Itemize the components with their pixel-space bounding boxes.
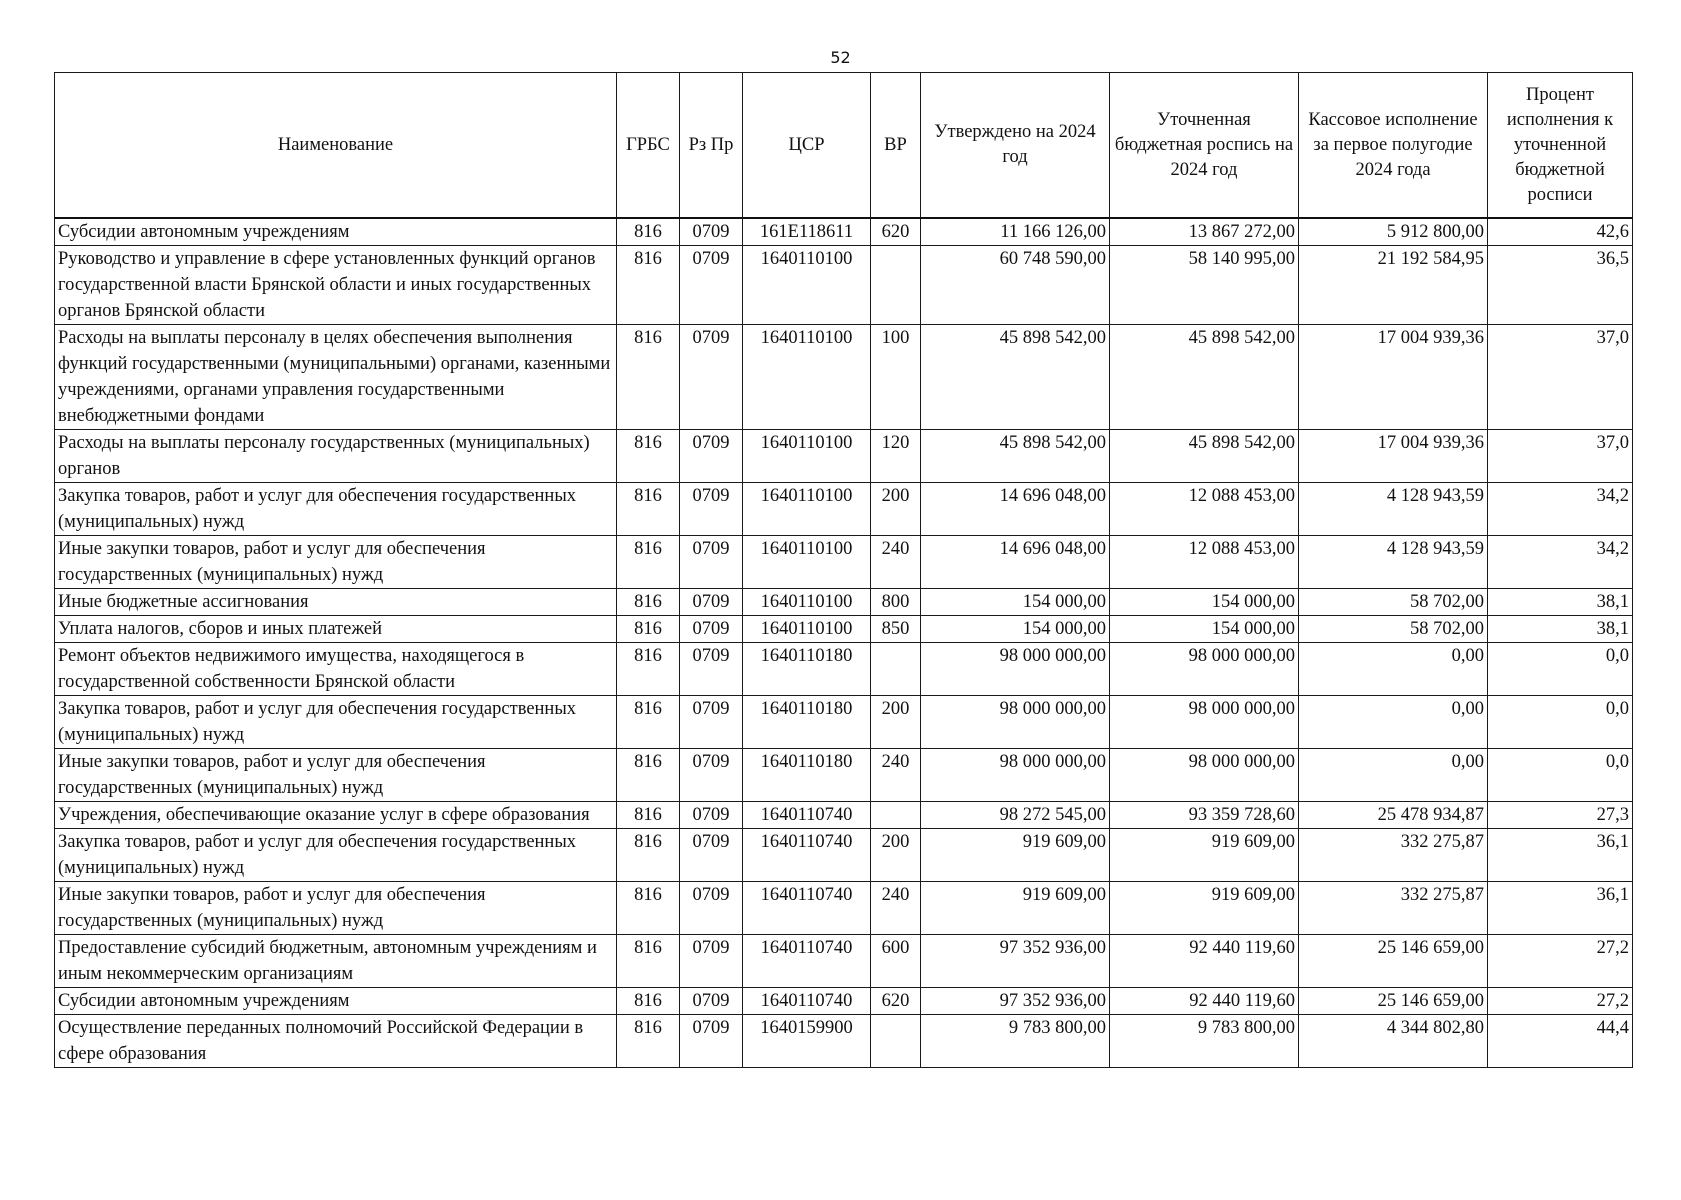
- cell-percent: 27,2: [1488, 935, 1633, 988]
- cell-csr: 1640110100: [743, 246, 871, 325]
- cell-rzpr: 0709: [680, 589, 743, 616]
- cell-csr: 1640110100: [743, 589, 871, 616]
- cell-vr: 200: [871, 483, 921, 536]
- cell-approved: 98 000 000,00: [921, 643, 1110, 696]
- column-header-vr: ВР: [871, 73, 921, 219]
- cell-vr: 240: [871, 882, 921, 935]
- cell-percent: 27,2: [1488, 988, 1633, 1015]
- cell-rzpr: 0709: [680, 483, 743, 536]
- cell-percent: 27,3: [1488, 802, 1633, 829]
- cell-refined: 12 088 453,00: [1110, 536, 1299, 589]
- cell-rzpr: 0709: [680, 749, 743, 802]
- column-header-rzpr: Рз Пр: [680, 73, 743, 219]
- cell-rzpr: 0709: [680, 246, 743, 325]
- cell-rzpr: 0709: [680, 536, 743, 589]
- cell-percent: 37,0: [1488, 325, 1633, 430]
- cell-vr: 850: [871, 616, 921, 643]
- cell-cash: 58 702,00: [1299, 616, 1488, 643]
- table-row: [55, 589, 1633, 616]
- cell-cash: 25 478 934,87: [1299, 802, 1488, 829]
- table-row: [55, 643, 1633, 696]
- cell-vr: 240: [871, 536, 921, 589]
- cell-refined: 13 867 272,00: [1110, 218, 1299, 246]
- cell-grbs: 816: [617, 218, 680, 246]
- cell-rzpr: 0709: [680, 829, 743, 882]
- cell-refined: 919 609,00: [1110, 882, 1299, 935]
- cell-grbs: 816: [617, 749, 680, 802]
- table-row: [55, 616, 1633, 643]
- cell-vr: 120: [871, 430, 921, 483]
- cell-grbs: 816: [617, 325, 680, 430]
- cell-percent: 37,0: [1488, 430, 1633, 483]
- budget-execution-table: [54, 72, 1633, 1068]
- cell-approved: 98 272 545,00: [921, 802, 1110, 829]
- table-row: [55, 430, 1633, 483]
- cell-cash: 332 275,87: [1299, 829, 1488, 882]
- column-header-percent: Процент исполнения к уточненной бюджетной росписи: [1488, 73, 1633, 219]
- cell-percent: 36,1: [1488, 829, 1633, 882]
- cell-vr: [871, 246, 921, 325]
- cell-grbs: 816: [617, 536, 680, 589]
- cell-grbs: 816: [617, 246, 680, 325]
- table-row: [55, 802, 1633, 829]
- cell-percent: 34,2: [1488, 483, 1633, 536]
- cell-name: Руководство и управление в сфере установленных функций органов государственной власти Брянской области и иных государственных органов Брянской области: [55, 246, 617, 325]
- cell-refined: 12 088 453,00: [1110, 483, 1299, 536]
- cell-vr: 200: [871, 829, 921, 882]
- cell-name: Субсидии автономным учреждениям: [55, 988, 617, 1015]
- cell-grbs: 816: [617, 430, 680, 483]
- cell-rzpr: 0709: [680, 882, 743, 935]
- cell-name: Иные закупки товаров, работ и услуг для обеспечения государственных (муниципальных) нужд: [55, 882, 617, 935]
- cell-cash: 17 004 939,36: [1299, 430, 1488, 483]
- cell-approved: 154 000,00: [921, 589, 1110, 616]
- cell-csr: 161E118611: [743, 218, 871, 246]
- cell-cash: 25 146 659,00: [1299, 935, 1488, 988]
- cell-percent: 36,5: [1488, 246, 1633, 325]
- cell-name: Закупка товаров, работ и услуг для обеспечения государственных (муниципальных) нужд: [55, 483, 617, 536]
- cell-refined: 45 898 542,00: [1110, 430, 1299, 483]
- cell-csr: 1640110100: [743, 483, 871, 536]
- cell-cash: 25 146 659,00: [1299, 988, 1488, 1015]
- cell-percent: 44,4: [1488, 1015, 1633, 1068]
- table-row: [55, 1015, 1633, 1068]
- column-header-csr: ЦСР: [743, 73, 871, 219]
- column-header-approved: Утверждено на 2024 год: [921, 73, 1110, 219]
- cell-refined: 98 000 000,00: [1110, 749, 1299, 802]
- cell-refined: 919 609,00: [1110, 829, 1299, 882]
- cell-refined: 154 000,00: [1110, 616, 1299, 643]
- cell-rzpr: 0709: [680, 430, 743, 483]
- cell-approved: 919 609,00: [921, 829, 1110, 882]
- cell-cash: 0,00: [1299, 643, 1488, 696]
- cell-grbs: 816: [617, 802, 680, 829]
- table-row: [55, 882, 1633, 935]
- cell-csr: 1640110100: [743, 325, 871, 430]
- cell-csr: 1640110740: [743, 882, 871, 935]
- cell-approved: 9 783 800,00: [921, 1015, 1110, 1068]
- cell-rzpr: 0709: [680, 218, 743, 246]
- cell-cash: 58 702,00: [1299, 589, 1488, 616]
- cell-approved: 98 000 000,00: [921, 749, 1110, 802]
- cell-vr: [871, 1015, 921, 1068]
- cell-csr: 1640110180: [743, 643, 871, 696]
- table-row: [55, 483, 1633, 536]
- column-header-name: Наименование: [55, 73, 617, 219]
- cell-csr: 1640159900: [743, 1015, 871, 1068]
- cell-grbs: 816: [617, 1015, 680, 1068]
- cell-vr: 200: [871, 696, 921, 749]
- cell-name: Иные закупки товаров, работ и услуг для обеспечения государственных (муниципальных) нужд: [55, 536, 617, 589]
- cell-vr: 600: [871, 935, 921, 988]
- cell-approved: 11 166 126,00: [921, 218, 1110, 246]
- cell-cash: 0,00: [1299, 696, 1488, 749]
- cell-csr: 1640110180: [743, 749, 871, 802]
- cell-cash: 4 128 943,59: [1299, 483, 1488, 536]
- cell-cash: 17 004 939,36: [1299, 325, 1488, 430]
- cell-csr: 1640110100: [743, 430, 871, 483]
- cell-name: Предоставление субсидий бюджетным, автономным учреждениям и иным некоммерческим организациям: [55, 935, 617, 988]
- cell-rzpr: 0709: [680, 935, 743, 988]
- cell-refined: 98 000 000,00: [1110, 696, 1299, 749]
- cell-cash: 332 275,87: [1299, 882, 1488, 935]
- cell-rzpr: 0709: [680, 1015, 743, 1068]
- cell-refined: 93 359 728,60: [1110, 802, 1299, 829]
- cell-vr: 800: [871, 589, 921, 616]
- cell-grbs: 816: [617, 483, 680, 536]
- cell-approved: 45 898 542,00: [921, 325, 1110, 430]
- cell-csr: 1640110100: [743, 616, 871, 643]
- cell-approved: 154 000,00: [921, 616, 1110, 643]
- cell-refined: 92 440 119,60: [1110, 988, 1299, 1015]
- cell-csr: 1640110740: [743, 988, 871, 1015]
- cell-rzpr: 0709: [680, 988, 743, 1015]
- cell-grbs: 816: [617, 988, 680, 1015]
- cell-grbs: 816: [617, 935, 680, 988]
- cell-cash: 5 912 800,00: [1299, 218, 1488, 246]
- cell-grbs: 816: [617, 696, 680, 749]
- cell-name: Ремонт объектов недвижимого имущества, находящегося в государственной собственности Брянской области: [55, 643, 617, 696]
- column-header-refined: Уточненная бюджетная роспись на 2024 год: [1110, 73, 1299, 219]
- cell-csr: 1640110740: [743, 802, 871, 829]
- cell-cash: 21 192 584,95: [1299, 246, 1488, 325]
- cell-refined: 45 898 542,00: [1110, 325, 1299, 430]
- cell-percent: 0,0: [1488, 749, 1633, 802]
- cell-csr: 1640110100: [743, 536, 871, 589]
- table-header-row: [55, 73, 1633, 219]
- cell-name: Закупка товаров, работ и услуг для обеспечения государственных (муниципальных) нужд: [55, 829, 617, 882]
- cell-vr: 100: [871, 325, 921, 430]
- cell-approved: 919 609,00: [921, 882, 1110, 935]
- cell-grbs: 816: [617, 829, 680, 882]
- cell-cash: 0,00: [1299, 749, 1488, 802]
- table-body: [55, 218, 1633, 1068]
- cell-rzpr: 0709: [680, 802, 743, 829]
- cell-refined: 92 440 119,60: [1110, 935, 1299, 988]
- table-row: [55, 218, 1633, 246]
- cell-cash: 4 128 943,59: [1299, 536, 1488, 589]
- cell-name: Расходы на выплаты персоналу государственных (муниципальных) органов: [55, 430, 617, 483]
- cell-vr: 240: [871, 749, 921, 802]
- cell-refined: 98 000 000,00: [1110, 643, 1299, 696]
- cell-csr: 1640110740: [743, 829, 871, 882]
- cell-rzpr: 0709: [680, 325, 743, 430]
- cell-approved: 97 352 936,00: [921, 935, 1110, 988]
- cell-grbs: 816: [617, 616, 680, 643]
- cell-vr: [871, 802, 921, 829]
- cell-refined: 58 140 995,00: [1110, 246, 1299, 325]
- cell-rzpr: 0709: [680, 643, 743, 696]
- cell-percent: 0,0: [1488, 696, 1633, 749]
- cell-approved: 14 696 048,00: [921, 483, 1110, 536]
- cell-percent: 36,1: [1488, 882, 1633, 935]
- table-row: [55, 829, 1633, 882]
- table-row: [55, 536, 1633, 589]
- cell-percent: 0,0: [1488, 643, 1633, 696]
- cell-name: Осуществление переданных полномочий Российской Федерации в сфере образования: [55, 1015, 617, 1068]
- cell-name: Уплата налогов, сборов и иных платежей: [55, 616, 617, 643]
- cell-vr: 620: [871, 218, 921, 246]
- table-row: [55, 325, 1633, 430]
- cell-name: Иные закупки товаров, работ и услуг для обеспечения государственных (муниципальных) нужд: [55, 749, 617, 802]
- cell-name: Субсидии автономным учреждениям: [55, 218, 617, 246]
- cell-percent: 42,6: [1488, 218, 1633, 246]
- cell-vr: [871, 643, 921, 696]
- cell-csr: 1640110180: [743, 696, 871, 749]
- cell-approved: 45 898 542,00: [921, 430, 1110, 483]
- column-header-grbs: ГРБС: [617, 73, 680, 219]
- cell-percent: 38,1: [1488, 616, 1633, 643]
- cell-grbs: 816: [617, 589, 680, 616]
- cell-refined: 154 000,00: [1110, 589, 1299, 616]
- page-number: 52: [830, 48, 851, 67]
- cell-approved: 98 000 000,00: [921, 696, 1110, 749]
- cell-name: Учреждения, обеспечивающие оказание услуг в сфере образования: [55, 802, 617, 829]
- cell-rzpr: 0709: [680, 616, 743, 643]
- column-header-cash: Кассовое исполнение за первое полугодие 2024 года: [1299, 73, 1488, 219]
- cell-csr: 1640110740: [743, 935, 871, 988]
- cell-vr: 620: [871, 988, 921, 1015]
- cell-percent: 38,1: [1488, 589, 1633, 616]
- cell-grbs: 816: [617, 643, 680, 696]
- table-row: [55, 246, 1633, 325]
- cell-name: Иные бюджетные ассигнования: [55, 589, 617, 616]
- table-row: [55, 696, 1633, 749]
- cell-cash: 4 344 802,80: [1299, 1015, 1488, 1068]
- table-row: [55, 935, 1633, 988]
- cell-refined: 9 783 800,00: [1110, 1015, 1299, 1068]
- cell-approved: 14 696 048,00: [921, 536, 1110, 589]
- cell-approved: 60 748 590,00: [921, 246, 1110, 325]
- table-row: [55, 988, 1633, 1015]
- cell-approved: 97 352 936,00: [921, 988, 1110, 1015]
- cell-grbs: 816: [617, 882, 680, 935]
- cell-name: Закупка товаров, работ и услуг для обеспечения государственных (муниципальных) нужд: [55, 696, 617, 749]
- cell-percent: 34,2: [1488, 536, 1633, 589]
- cell-rzpr: 0709: [680, 696, 743, 749]
- table-row: [55, 749, 1633, 802]
- cell-name: Расходы на выплаты персоналу в целях обеспечения выполнения функций государственными (муниципальными) органами, казенными учреждениями, органами управления государственными внебюджетными фондами: [55, 325, 617, 430]
